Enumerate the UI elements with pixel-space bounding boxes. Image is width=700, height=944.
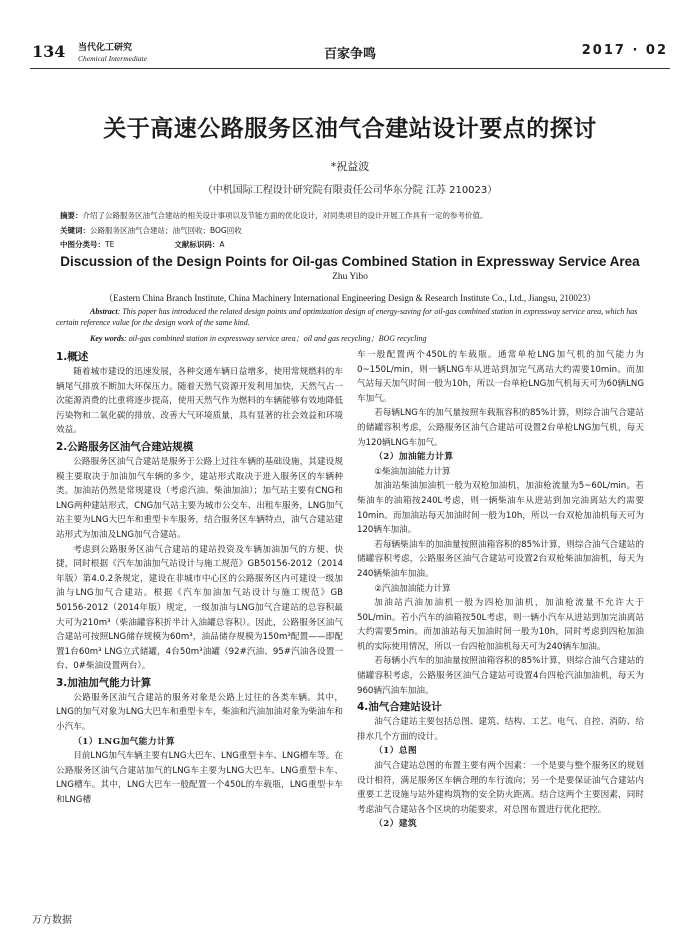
- keywords-cn-label: 关键词：: [60, 226, 90, 235]
- author-en: Zhu Yibo: [332, 272, 368, 282]
- issue-number: 2017 · 02: [581, 43, 668, 58]
- abstract-en: [56, 306, 640, 328]
- article-title-cn: 关于高速公路服务区油气合建站设计要点的探讨: [103, 116, 597, 142]
- clc-label: 中图分类号：: [60, 240, 105, 249]
- doc-code-label: 文献标识码：: [174, 240, 220, 249]
- paragraph: 目前LNG加气车辆主要有LNG大巴车、LNG重型卡车、LNG槽车等。在公路服务区油气合建站加气的LNG车主要为LNG大巴车、LNG重型卡车、LNG槽车。其中，LNG大巴车一般配置一个450L的车载瓶，LNG重型卡车和LNG槽: [56, 751, 343, 806]
- page-header: [30, 42, 670, 68]
- abstract-en-text: : This paper has introduced the related design points and optimization design of energy-saving for oil-gas combined station in expressway service area, which has certain reference value for the design work of the same kind.: [56, 307, 638, 327]
- keywords-en-label: Key words: [90, 334, 124, 343]
- paragraph: 车一般配置两个450L的车载瓶。通常单枪LNG加气机的加气能力为0~150L/min，则一辆LNG车从进站到加完气离站大约需要10min。而加气站每天加气时间一般为10h，所以一台单枪LNG加气机每天可为60辆LNG车加气。: [357, 350, 644, 404]
- paragraph: 公路服务区油气合建站的服务对象是公路上过往的各类车辆。其中，LNG的加气对象为LNG大巴车和重型卡车，柴油和汽油加油对象为柴油车和小汽车。: [56, 692, 343, 733]
- affiliation-cn: （中机国际工程设计研究院有限责任公司华东分院 江苏 210023）: [202, 185, 498, 196]
- abstract-en-label: Abstract: [90, 307, 118, 316]
- journal-name-cn: 当代化工研究: [78, 43, 133, 53]
- footer-watermark: 万方数据: [32, 915, 72, 926]
- subsection-heading: （2）建筑: [374, 819, 418, 830]
- abstract-cn-label: 摘要：: [60, 211, 83, 220]
- section-title: 百家争鸣: [323, 47, 376, 62]
- affiliation-en: （Eastern China Branch Institute, China Machinery International Engineering Design & Research Institute Co., Ltd., Jiangsu, 210023）: [104, 293, 596, 303]
- author-cn: *祝益波: [330, 160, 370, 173]
- article-title-en: Discussion of the Design Points for Oil-gas Combined Station in Expressway Service Area: [60, 254, 640, 269]
- keywords-en: [56, 333, 640, 344]
- section-heading: 4.油气合建站设计: [357, 701, 442, 714]
- clc-value: TE: [105, 240, 115, 249]
- paragraph: 油气合建站主要包括总图、建筑、结构、工艺、电气、自控、消防、给排水几个方面的设计。: [357, 717, 644, 742]
- section-heading: 3.加油加气能力计算: [56, 676, 152, 689]
- paragraph: 若每辆小汽车的加油量按照油箱容积的85%计算，则综合油气合建站的储罐容积考虑，公路服务区油气合建站可设置4台四枪汽油加油机，每天为960辆汽油车加油。: [357, 656, 644, 696]
- subsection-heading: （1）总图: [374, 746, 418, 757]
- subsection-heading: （1）LNG加气能力计算: [73, 736, 176, 747]
- subsection-heading: （2）加油能力计算: [374, 452, 454, 463]
- classification-line: [60, 239, 640, 251]
- subsubsection-heading: ②汽油加油能力计算: [374, 583, 451, 594]
- abstract-cn-text: 介绍了公路服务区油气合建站的相关设计事项以及节能方面的优化设计，对同类项目的设计开展工作具有一定的参考价值。: [82, 211, 488, 220]
- paragraph: 考虑到公路服务区油气合建站的建站投资及车辆加油加气的方便、快捷，同时根据《汽车加油加气站设计与施工规范》GB50156-2012（2014年版）第4.0.2条规定，建设在非城市中心区的公路服务区内可建设一级加油与LNG加气合建站。根据《汽车加油加气站设计与施工规范》GB 50156-2012（2014年版）规定，一级加油与LNG加气合建站的总容积最大可为210m³（柴油罐容积折半计入油罐总容积）。因此，公路服务区油气合建站可按照LNG储存规模为60m³，油品储存规模为150m³配置——即配置1台60m³ LNG立式储罐，4台50m³油罐（92#汽油、95#汽油各设置一台、0#柴油设置两台）。: [56, 544, 343, 672]
- paragraph: 加油站柴油加油机一般为双枪加油机，加油枪流量为5~60L/min。若柴油车的油箱按240L考虑，则一辆柴油车从进站到加完油离站大约需要10min。而加油站每天加油时间一般为10h，所以一台双枪加油机每天可为120辆车加油。: [357, 481, 644, 536]
- keywords-cn: [60, 225, 640, 237]
- page-number: 134: [32, 42, 66, 61]
- keywords-cn-text: 公路服务区油气合建站；油气回收；BOG回收: [90, 226, 242, 235]
- paragraph: 公路服务区油气合建站是服务于公路上过往车辆的基础设施，其建设规模主要取决于加油加气车辆的多少，建站形式取决于进入服务区的车辆种类。加油站仍然是常规建设（考虑汽油、柴油加油）；加气站主要有CNG和LNG两种建站形式，CNG加气站主要为城市公交车、出租车服务，LNG加气站主要为LNG大巴车和重型卡车服务，结合服务区车辆特点，油气合建站建站形式为加油及LNG加气合建站。: [56, 456, 343, 540]
- body-column-right: [357, 348, 644, 832]
- journal-name-en: Chemical Intermediate: [78, 54, 147, 63]
- subsubsection-heading: ①柴油加油能力计算: [374, 466, 451, 477]
- body-column-left: [56, 348, 343, 808]
- paragraph: 加油站汽油加油机一般为四枪加油机，加油枪流量不允许大于50L/min。若小汽车的油箱按50L考虑，则一辆小汽车从进站到加完油离站大约需要5min。而加油站每天加油时间一般为10h，同时考虑到四枪加油机的实际使用情况，所以一台四枪加油机每天可为240辆车加油。: [357, 598, 644, 652]
- paragraph: 若每辆柴油车的加油量按照油箱容积的85%计算，则综合油气合建站的储罐容积考虑，公路服务区油气合建站可设置2台双枪柴油加油机，每天为240辆柴油车加油。: [357, 539, 644, 579]
- paragraph: 随着城市建设的迅速发展，各种交通车辆日益增多，使用常规燃料的车辆尾气排放不断加大环保压力。随着天然气资源开发利用加快，天然气占一次能源消费的比重将逐步提高，使用天然气作为燃料的车辆能够有效地降低污染物和二氧化碳的排放、改善大气环境质量，具有显著的社会效益和环境效益。: [56, 367, 343, 436]
- abstract-cn: [60, 210, 640, 222]
- keywords-en-text: : oil-gas combined station in expressway service area；oil and gas recycling；BOG recycling: [124, 334, 427, 343]
- header-divider: [30, 68, 670, 69]
- paragraph: 油气合建站总图的布置主要有两个因素：一个是要与整个服务区的规划设计相符，满足服务区车辆合理的车行流向；另一个是要保证油气合建站内重要工艺设施与站外建构筑物的安全防火距离。结合这两个主要因素，同时考虑油气合建站各个区块的功能要求，对总图布置进行优化把控。: [357, 761, 644, 815]
- section-heading: 2.公路服务区油气合建站规模: [56, 440, 194, 453]
- paragraph: 若每辆LNG车的加气量按照车载瓶容积的85%计算，则综合油气合建站的储罐容积考虑，公路服务区油气合建站可设置2台单枪LNG加气机，每天为120辆LNG车加气。: [357, 408, 644, 448]
- section-heading: 1.概述: [56, 351, 89, 363]
- doc-code-value: A: [219, 240, 225, 249]
